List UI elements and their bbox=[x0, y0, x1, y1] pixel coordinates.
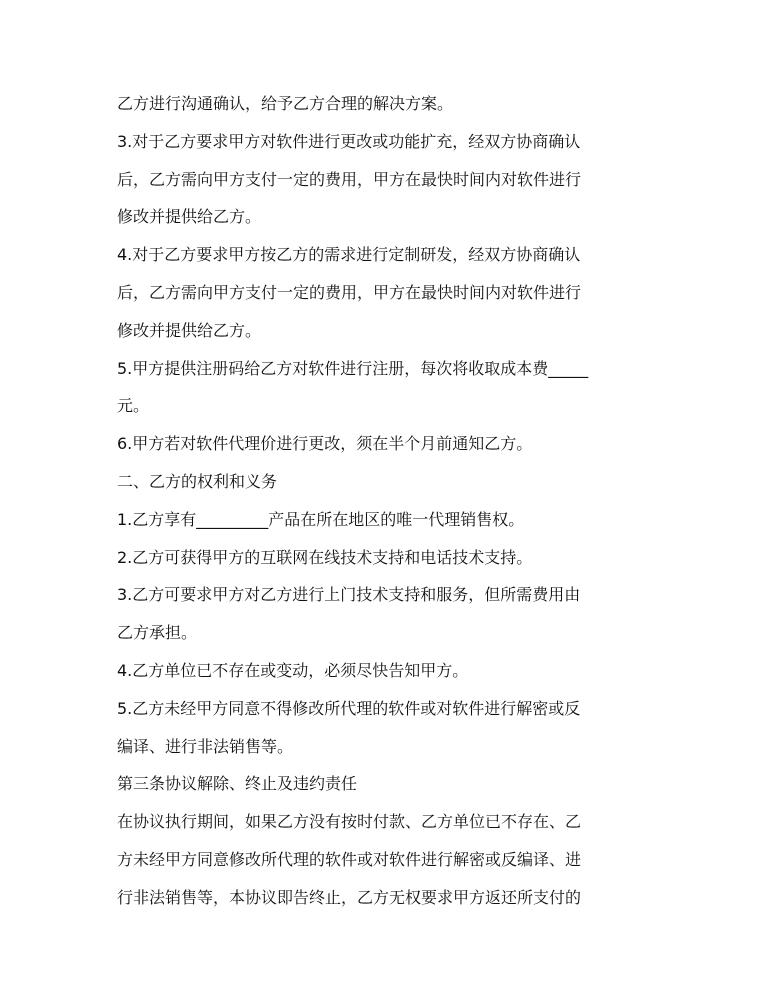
body-line: 5.甲方提供注册码给乙方对软件进行注册，每次将收取成本费_____ bbox=[117, 358, 589, 378]
body-line: 修改并提供给乙方。 bbox=[117, 320, 262, 340]
body-line: 后，乙方需向甲方支付一定的费用，甲方在最快时间内对软件进行 bbox=[117, 282, 582, 302]
body-line: 6.甲方若对软件代理价进行更改，须在半个月前通知乙方。 bbox=[117, 434, 533, 454]
body-line: 3.乙方可要求甲方对乙方进行上门技术支持和服务，但所需费用由 bbox=[117, 585, 581, 605]
body-line: 1.乙方享有_________产品在所在地区的唯一代理销售权。 bbox=[117, 509, 525, 529]
body-line: 2.乙方可获得甲方的互联网在线技术支持和电话技术支持。 bbox=[117, 547, 533, 567]
section-heading: 第三条协议解除、终止及违约责任 bbox=[117, 774, 358, 794]
body-line: 方未经甲方同意修改所代理的软件或对软件进行解密或反编译、进 bbox=[117, 849, 582, 869]
body-line: 5.乙方未经甲方同意不得修改所代理的软件或对软件进行解密或反 bbox=[117, 698, 581, 718]
body-line: 乙方承担。 bbox=[117, 623, 198, 643]
body-line: 后，乙方需向甲方支付一定的费用，甲方在最快时间内对软件进行 bbox=[117, 169, 582, 189]
body-line: 4.对于乙方要求甲方按乙方的需求进行定制研发，经双方协商确认 bbox=[117, 245, 581, 265]
body-line: 在协议执行期间，如果乙方没有按时付款、乙方单位已不存在、乙 bbox=[117, 812, 582, 832]
body-line: 4.乙方单位已不存在或变动，必须尽快告知甲方。 bbox=[117, 660, 469, 680]
body-line: 3.对于乙方要求甲方对软件进行更改或功能扩充，经双方协商确认 bbox=[117, 131, 581, 151]
body-line: 行非法销售等，本协议即告终止，乙方无权要求甲方返还所支付的 bbox=[117, 887, 582, 907]
body-line: 修改并提供给乙方。 bbox=[117, 207, 262, 227]
section-heading: 二、乙方的权利和义务 bbox=[117, 471, 278, 491]
body-line: 乙方进行沟通确认，给予乙方合理的解决方案。 bbox=[117, 94, 454, 113]
document-body bbox=[117, 85, 647, 917]
body-line: 元。 bbox=[117, 396, 150, 416]
body-line: 编译、进行非法销售等。 bbox=[117, 736, 294, 756]
